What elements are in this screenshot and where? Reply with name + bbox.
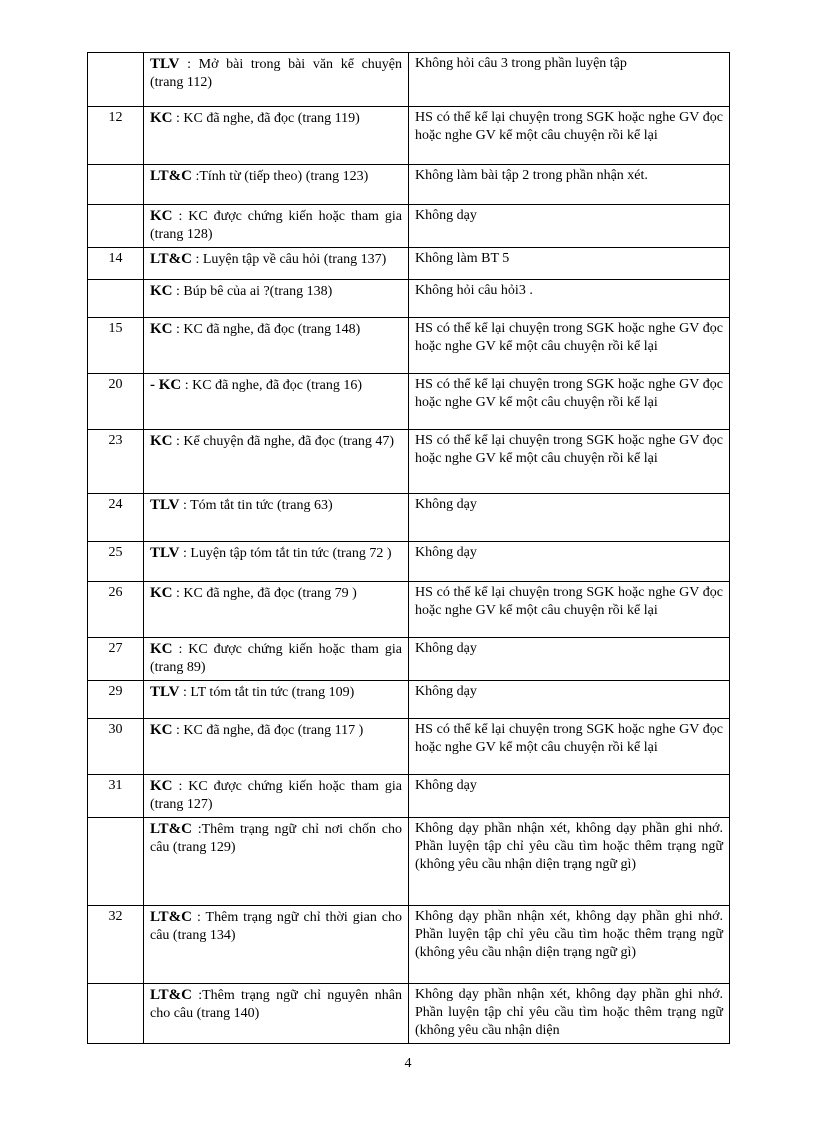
week-cell: 20	[88, 374, 144, 430]
week-cell: 29	[88, 681, 144, 719]
lesson-code: LT&C	[150, 987, 192, 1003]
lesson-cell	[144, 374, 409, 430]
lesson-cell	[144, 318, 409, 374]
lesson-code: TLV	[150, 497, 180, 513]
week-cell: 25	[88, 542, 144, 582]
table-row	[88, 374, 730, 430]
table-row	[88, 430, 730, 494]
table-row	[88, 818, 730, 906]
lesson-title: : Luyện tập tóm tắt tin tức (trang 72 )	[179, 546, 392, 561]
lesson-title: : KC đã nghe, đã đọc (trang 119)	[172, 111, 360, 126]
lesson-code: KC	[150, 778, 173, 794]
lesson-title: : Búp bê của ai ?(trang 138)	[172, 284, 333, 299]
lesson-code: LT&C	[150, 909, 192, 925]
note-cell: HS có thể kể lại chuyện trong SGK hoặc nghe GV đọc hoặc nghe GV kể một câu chuyện rồi kể lại	[409, 107, 730, 165]
lesson-title: : LT tóm tắt tin tức (trang 109)	[179, 685, 355, 700]
lesson-code: TLV	[150, 684, 180, 700]
lesson-title: : Mở bài trong bài văn kể chuyện (trang 112)	[150, 57, 402, 90]
note-cell: HS có thể kể lại chuyện trong SGK hoặc nghe GV đọc hoặc nghe GV kể một câu chuyện rồi kể lại	[409, 719, 730, 775]
lesson-cell	[144, 248, 409, 280]
lesson-title: : Kể chuyện đã nghe, đã đọc (trang 47)	[172, 434, 395, 449]
lesson-cell	[144, 53, 409, 107]
week-cell: 23	[88, 430, 144, 494]
note-cell: HS có thể kể lại chuyện trong SGK hoặc nghe GV đọc hoặc nghe GV kể một câu chuyện rồi kể lại	[409, 582, 730, 638]
lesson-title: : KC được chứng kiến hoặc tham gia (trang 127)	[150, 779, 402, 812]
note-cell: Không làm bài tập 2 trong phần nhận xét.	[409, 165, 730, 205]
lesson-cell	[144, 542, 409, 582]
table-row	[88, 165, 730, 205]
note-cell: Không hỏi câu hỏi3 .	[409, 280, 730, 318]
lesson-title: : KC đã nghe, đã đọc (trang 117 )	[172, 723, 364, 738]
lesson-code: TLV	[150, 545, 180, 561]
lesson-title: : KC được chứng kiến hoặc tham gia (trang 128)	[150, 209, 402, 242]
week-cell: 14	[88, 248, 144, 280]
lesson-code: KC	[150, 722, 173, 738]
lesson-code: KC	[150, 110, 173, 126]
lesson-title: :Thêm trạng ngữ chỉ nơi chốn cho câu (trang 129)	[150, 822, 402, 855]
week-cell: 15	[88, 318, 144, 374]
lesson-code: KC	[150, 283, 173, 299]
table-row	[88, 494, 730, 542]
lesson-code: TLV	[150, 56, 180, 72]
note-cell: HS có thể kể lại chuyện trong SGK hoặc nghe GV đọc hoặc nghe GV kể một câu chuyện rồi kể lại	[409, 430, 730, 494]
week-cell: 30	[88, 719, 144, 775]
lesson-code: KC	[150, 321, 173, 337]
week-cell	[88, 280, 144, 318]
lesson-cell	[144, 165, 409, 205]
lesson-cell	[144, 494, 409, 542]
note-cell: Không dạy	[409, 638, 730, 681]
lesson-cell	[144, 638, 409, 681]
table-row	[88, 775, 730, 818]
lesson-cell	[144, 906, 409, 984]
lesson-cell	[144, 681, 409, 719]
lesson-title: : Tóm tắt tin tức (trang 63)	[179, 498, 333, 513]
note-cell: Không dạy	[409, 494, 730, 542]
week-cell: 32	[88, 906, 144, 984]
note-cell: Không dạy	[409, 542, 730, 582]
table-row	[88, 984, 730, 1044]
table-row	[88, 582, 730, 638]
note-cell: Không dạy phần nhận xét, không dạy phần ghi nhớ. Phần luyện tập chỉ yêu cầu tìm hoặc thêm trạng ngữ (không yêu cầu nhận diện	[409, 984, 730, 1044]
table-row	[88, 638, 730, 681]
lesson-code: LT&C	[150, 821, 192, 837]
lesson-title: : KC đã nghe, đã đọc (trang 148)	[172, 322, 361, 337]
lesson-cell	[144, 818, 409, 906]
lesson-title: : KC đã nghe, đã đọc (trang 79 )	[172, 586, 357, 601]
lesson-code: KC	[150, 433, 173, 449]
lesson-title: :Thêm trạng ngữ chỉ nguyên nhân cho câu (trang 140)	[150, 988, 402, 1021]
note-cell: HS có thể kể lại chuyện trong SGK hoặc nghe GV đọc hoặc nghe GV kể một câu chuyện rồi kể lại	[409, 374, 730, 430]
curriculum-adjustment-table	[87, 52, 730, 1044]
note-cell: Không dạy	[409, 681, 730, 719]
note-cell: Không dạy phần nhận xét, không dạy phần ghi nhớ. Phần luyện tập chỉ yêu cầu tìm hoặc thêm trạng ngữ (không yêu cầu nhận diện trạng ngữ gì)	[409, 906, 730, 984]
lesson-cell	[144, 984, 409, 1044]
table-row	[88, 280, 730, 318]
week-cell: 12	[88, 107, 144, 165]
lesson-cell	[144, 430, 409, 494]
lesson-code: LT&C	[150, 251, 192, 267]
table-row	[88, 205, 730, 248]
week-cell	[88, 818, 144, 906]
lesson-code: KC	[150, 208, 173, 224]
week-cell: 31	[88, 775, 144, 818]
lesson-title: : KC được chứng kiến hoặc tham gia (trang 89)	[150, 642, 402, 675]
table-row	[88, 681, 730, 719]
lesson-cell	[144, 205, 409, 248]
lesson-code: KC	[150, 585, 173, 601]
lesson-code: KC	[150, 641, 173, 657]
week-cell: 24	[88, 494, 144, 542]
note-cell: Không hỏi câu 3 trong phần luyện tập	[409, 53, 730, 107]
note-cell: Không dạy	[409, 775, 730, 818]
lesson-cell	[144, 280, 409, 318]
lesson-title: : Luyện tập về câu hỏi (trang 137)	[191, 252, 387, 267]
week-cell	[88, 165, 144, 205]
lesson-title: : Thêm trạng ngữ chỉ thời gian cho câu (trang 134)	[150, 910, 402, 943]
lesson-cell	[144, 107, 409, 165]
week-cell	[88, 205, 144, 248]
note-cell: Không dạy phần nhận xét, không dạy phần ghi nhớ. Phần luyện tập chỉ yêu cầu tìm hoặc thêm trạng ngữ (không yêu cầu nhận diện trạng ngữ gì)	[409, 818, 730, 906]
table-row	[88, 107, 730, 165]
note-cell: Không dạy	[409, 205, 730, 248]
table-row	[88, 318, 730, 374]
note-cell: HS có thể kể lại chuyện trong SGK hoặc nghe GV đọc hoặc nghe GV kể một câu chuyện rồi kể lại	[409, 318, 730, 374]
note-cell: Không làm BT 5	[409, 248, 730, 280]
table-row	[88, 248, 730, 280]
lesson-code: LT&C	[150, 168, 192, 184]
lesson-title: :Tính từ (tiếp theo) (trang 123)	[191, 169, 369, 184]
week-cell	[88, 53, 144, 107]
lesson-cell	[144, 582, 409, 638]
page-number: 4	[404, 1056, 412, 1071]
lesson-title: : KC đã nghe, đã đọc (trang 16)	[181, 378, 363, 393]
table-row	[88, 53, 730, 107]
week-cell: 27	[88, 638, 144, 681]
table-row	[88, 906, 730, 984]
lesson-code: - KC	[150, 377, 182, 393]
table-row	[88, 542, 730, 582]
week-cell	[88, 984, 144, 1044]
week-cell: 26	[88, 582, 144, 638]
lesson-cell	[144, 775, 409, 818]
lesson-cell	[144, 719, 409, 775]
table-row	[88, 719, 730, 775]
